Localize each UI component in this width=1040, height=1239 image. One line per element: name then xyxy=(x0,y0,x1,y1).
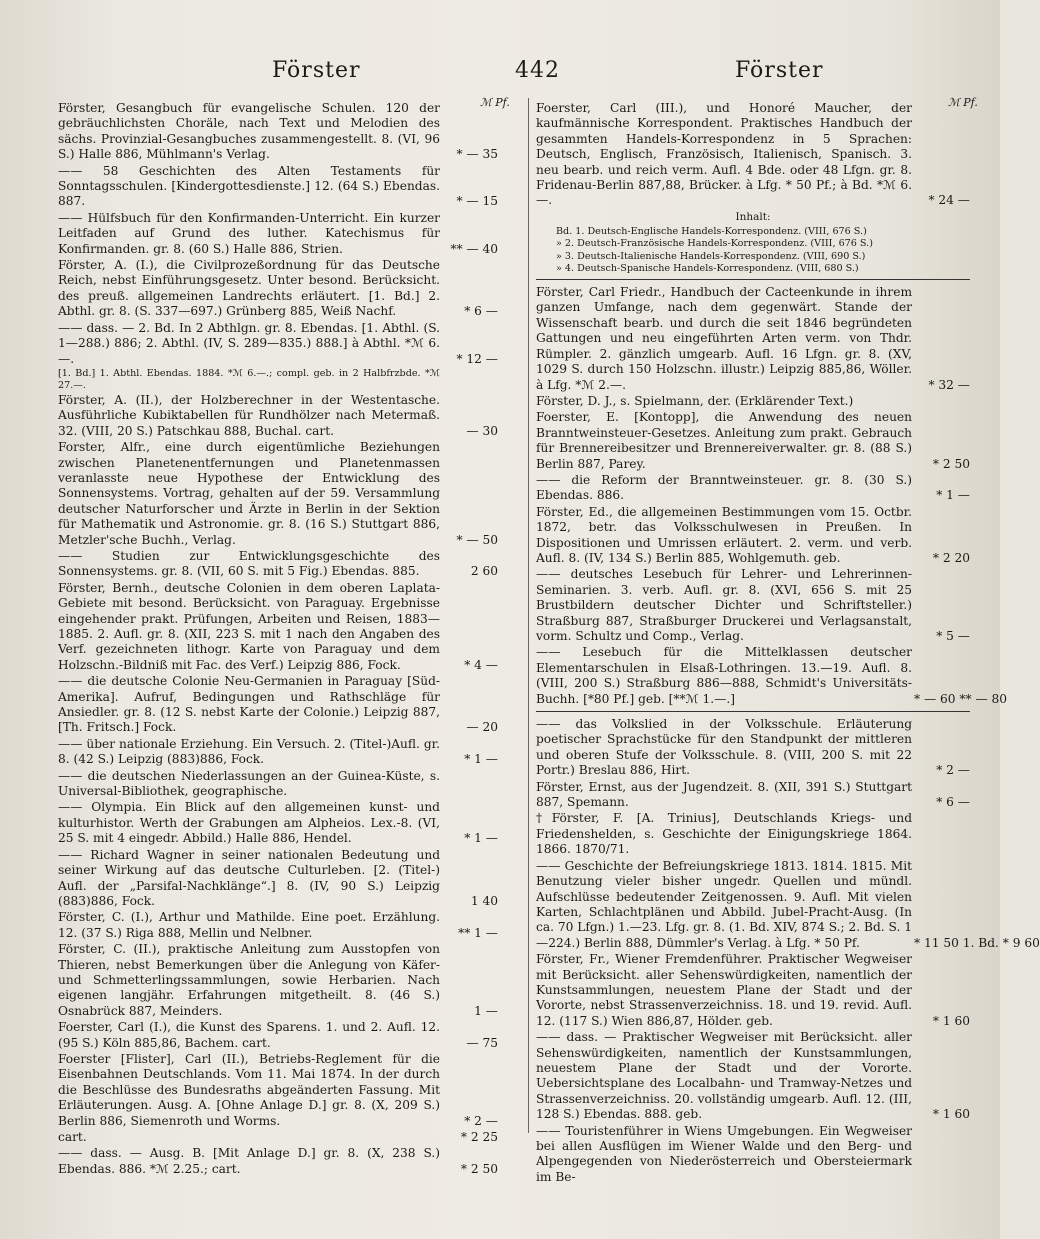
entry-price: * 4 — xyxy=(464,657,498,672)
entry-price: — 75 xyxy=(466,1035,498,1050)
entry-text: —— die Reform der Branntweinsteuer. gr. 8. (30 S.) Ebendas. 886. xyxy=(536,472,912,503)
entry-text: —— Hülfsbuch für den Konfirmanden-Unterricht. Ein kurzer Leitfaden auf Grund des luther. Katechismus für Konfirmanden. gr. 8. (60 S.) Halle 886, Strien. xyxy=(58,210,440,256)
entry-price: * 1 — xyxy=(936,488,970,503)
entry-price: * 2 50 xyxy=(932,456,970,471)
catalog-entry xyxy=(58,581,498,673)
catalog-entry xyxy=(58,321,498,367)
catalog-entry xyxy=(58,1052,498,1129)
entry-text: Förster, Ed., die allgemeinen Bestimmungen vom 15. Octbr. 1872, betr. das Volksschulwesen in Preußen. In Dispositionen und Umrissen erläutert. 2. verm. und verb. Aufl. 8. (IV, 134 S.) Berlin 885, Wohlgemuth. geb. xyxy=(536,504,912,565)
entry-text: Förster, C. (II.), praktische Anleitung zum Ausstopfen von Thieren, nebst Bemerkungen über die Anlegung von Käfer- und Schmetterlingssammlungen, sowie Herbarien. Nach eigenen langjähr. Erfahrungen mitgetheilt. 8. (46 S.) Osnabrück 887, Meinders. xyxy=(58,942,440,1018)
page-number: 442 xyxy=(515,58,560,83)
entry-text: Foerster, Carl (III.), und Honoré Maucher, der kaufmännische Korrespondent. Praktisches Handbuch der gesammten Handels-Korrespondenz in 5 Sprachen: Deutsch, Englisch, Französisch, Italienisch, Spanisch. 3. neu bearb. und reich verm. Aufl. 4 Bde. oder 48 Lfgn. gr. 8. Fridenau-Berlin 887,88, Brücker. à Lfg. * 50 Pf.; à Bd. *ℳ 6. —. xyxy=(536,101,912,208)
entry-text: —— dass. — Ausg. B. [Mit Anlage D.] gr. 8. (X, 238 S.) Ebendas. 886. *ℳ 2.25.; cart. xyxy=(58,1146,440,1176)
entry-price: * 2 — xyxy=(464,1113,498,1128)
entry-price: * 1 — xyxy=(464,752,498,767)
catalog-entry xyxy=(58,1130,498,1145)
catalog-entry xyxy=(58,674,498,736)
currency-label-right: ℳ Pf. xyxy=(948,96,978,109)
volume-item: » 3. Deutsch-Italienische Handels-Korrespondenz. (VIII, 690 S.) xyxy=(556,250,866,262)
entry-text: Förster, Ernst, aus der Jugendzeit. 8. (XII, 391 S.) Stuttgart 887, Spemann. xyxy=(536,779,912,810)
catalog-entry xyxy=(58,393,498,439)
entry-text: Foerster, E. [Kontopp], die Anwendung des neuen Branntweinsteuer-Gesetzes. Anleitung zum prakt. Gebrauch für Brennereibesitzer und Brennereiverwalter. gr. 8. (88 S.) Berlin 887, Parey. xyxy=(536,410,912,471)
section-rule xyxy=(536,711,970,712)
entry-text: —— dass. — Praktischer Wegweiser mit Berücksicht. aller Sehenswürdigkeiten, namentlich der Kunstsammlungen, neuestem Plane der Stadt und der Vororte. Uebersichtsplane des Localbahn- und Tramway-Netzes und Strassenverzeichniss. 20. vollständig umgearb. Aufl. 12. (III, 128 S.) Ebendas. 888. geb. xyxy=(536,1030,912,1122)
entry-price: * 2 — xyxy=(936,763,970,778)
entry-text: Förster, Gesangbuch für evangelische Schulen. 120 der gebräuchlichsten Choräle, nach Text und Melodien des sächs. Provinzial-Gesangbuches zusammengestellt. 8. (VI, 96 S.) Halle 886, Mühlmann's Verlag. xyxy=(58,101,440,162)
entry-text: —— Lesebuch für die Mittelklassen deutscher Elementarschulen in Elsaß-Lothringen. 13.—19. Aufl. 8. (VIII, 200 S.) Straßburg 886—888, Schmidt's Universitäts-Buchh. [*80 Pf.] geb. [**ℳ 1.—.] xyxy=(536,645,912,706)
entry-price: * — 35 xyxy=(456,147,498,162)
catalog-entry xyxy=(58,440,498,548)
entry-text: —— über nationale Erziehung. Ein Versuch. 2. (Titel-)Aufl. gr. 8. (42 S.) Leipzig (883)886, Fock. xyxy=(58,736,440,767)
catalog-entry xyxy=(536,645,1008,707)
entry-text: Forster, Alfr., eine durch eigentümliche Beziehungen zwischen Planetenentfernungen und Planetenmassen veranlasste neue Hypothese der Entwicklung des Sonnensystems. Vortrag, gehalten auf der 59. Versammlung deutscher Naturforscher und Ärzte in Berlin in der Sektion für Mathematik und Astronomie. gr. 8. (16 S.) Stuttgart 886, Metzler'sche Buchh., Verlag. xyxy=(58,440,440,547)
catalog-entry xyxy=(536,780,970,811)
entry-text: —— deutsches Lesebuch für Lehrer- und Lehrerinnen-Seminarien. 3. verb. Aufl. gr. 8. (XVI, 656 S. mit 25 Brustbildern deutscher Dichter und Schriftsteller.) Straßburg 887, Straßburger Druckerei und Verlagsanstalt, vorm. Schultz und Comp., Verlag. xyxy=(536,567,912,643)
catalog-entry xyxy=(536,505,970,567)
entry-text: Foerster [Flister], Carl (II.), Betriebs-Reglement für die Eisenbahnen Deutschlands. Vom 11. Mai 1874. In der durch die Beschlüsse des Bundesraths abgeänderten Fassung. Mit Erläuterungen. Ausg. A. [Ohne Anlage D.] gr. 8. (X, 209 S.) Berlin 886, Siemenroth und Worms. xyxy=(58,1051,440,1128)
catalog-entry xyxy=(58,848,498,910)
catalog-entry xyxy=(536,952,970,1029)
catalog-entry xyxy=(536,473,970,504)
entry-price: * 6 — xyxy=(936,795,970,810)
catalog-entry xyxy=(58,211,498,257)
entry-price: — 20 xyxy=(466,720,498,735)
catalog-entry xyxy=(536,394,970,409)
left-column xyxy=(58,101,498,1178)
entry-text: Förster, Bernh., deutsche Colonien in dem oberen Laplata-Gebiete mit besond. Berücksicht. von Paraguay. Ergebnisse eingehender prakt. Prüfungen, Arbeiten und Reisen, 1883—1885. 2. Aufl. gr. 8. (XII, 223 S. mit 1 nach den Angaben des Verf. gezeichneten lithogr. Karte von Paraguay und dem Holzschn.-Bildniß mit Fac. des Verf.) Leipzig 886, Fock. xyxy=(58,580,440,672)
catalog-entry xyxy=(58,942,498,1019)
catalog-entry xyxy=(536,717,970,779)
entry-text: Foerster, Carl (I.), die Kunst des Sparens. 1. und 2. Aufl. 12. (95 S.) Köln 885,86, Bachem. cart. xyxy=(58,1020,440,1050)
column-divider xyxy=(528,98,529,1133)
catalog-entry xyxy=(58,737,498,768)
entry-price: * 11 50 1. Bd. * 9 60 xyxy=(914,935,1040,950)
entry-text: —— Olympia. Ein Blick auf den allgemeinen kunst- und kulturhistor. Werth der Grabungen am Alpheios. Lex.-8. (VI, 25 S. mit 4 eingedr. Abbild.) Halle 886, Hendel. xyxy=(58,800,440,846)
volume-item: » 4. Deutsch-Spanische Handels-Korrespondenz. (VIII, 680 S.) xyxy=(556,262,859,274)
catalog-entry xyxy=(58,101,498,163)
entry-price: * 2 25 xyxy=(460,1130,498,1144)
entry-text: —— Richard Wagner in seiner nationalen Bedeutung und seiner Wirkung auf das deutsche Culturleben. [2. (Titel-) Aufl. der „Parsifal-Nachklänge“.] 8. (IV, 90 S.) Leipzig (883)886, Fock. xyxy=(58,847,440,908)
catalog-entry xyxy=(58,368,498,392)
catalog-entry xyxy=(536,567,970,644)
catalog-entry xyxy=(536,101,970,209)
entry-price: * 24 — xyxy=(928,193,970,208)
contents-label: Inhalt: xyxy=(735,210,771,223)
entry-price: 1 40 xyxy=(470,893,498,908)
entry-price: 2 60 xyxy=(470,564,498,579)
entry-price: * 1 — xyxy=(464,831,498,846)
entry-text: —— das Volkslied in der Volksschule. Erläuterung poetischer Sprachstücke für den Standpunkt der mittleren und oberen Stufe der Volksschule. 8. (VIII, 200 S. mit 22 Portr.) Breslau 886, Hirt. xyxy=(536,717,912,778)
entry-text: —— Studien zur Entwicklungsgeschichte des Sonnensystems. gr. 8. (VII, 60 S. mit 5 Fig.) Ebendas. 885. xyxy=(58,548,440,579)
catalog-entry xyxy=(58,769,498,800)
catalog-entry xyxy=(536,1030,970,1122)
entry-text: Förster, C. (I.), Arthur und Mathilde. Eine poet. Erzählung. 12. (37 S.) Riga 888, Mellin und Nelbner. xyxy=(58,910,440,940)
volume-item: » 2. Deutsch-Französische Handels-Korrespondenz. (VIII, 676 S.) xyxy=(556,238,873,250)
entry-price: * 2 20 xyxy=(932,550,970,565)
entry-price: * — 60 ** — 80 xyxy=(914,691,1008,706)
entry-text: Förster, A. (I.), die Civilprozeßordnung für das Deutsche Reich, nebst Einführungsgesetz. Unter besond. Berücksicht. des preuß. allgemeinen Landrechts erläutert. [1. Bd.] 2. Abthl. gr. 8. (S. 337—697.) Grünberg 885, Weiß Nachf. xyxy=(58,258,440,319)
entry-price: ** — 40 xyxy=(450,241,498,256)
entry-text: —— Geschichte der Befreiungskriege 1813. 1814. 1815. Mit Benutzung vieler bisher ungedr. Quellen und mündl. Aufschlüsse bedeutender Zeitgenossen. 9. Aufl. Mit vielen Karten, Schlachtplänen und Abbild. Jubel-Pracht-Ausg. (In ca. 70 Lfgn.) 1.—23. Lfg. gr. 8. (1. Bd. XIV, 874 S.; 2. Bd. S. 1—224.) Berlin 888, Dümmler's Verlag. à Lfg. * 50 Pf. xyxy=(536,858,912,950)
catalog-entry xyxy=(536,410,970,472)
entry-price: ** 1 — xyxy=(458,925,498,940)
entry-text: cart. xyxy=(58,1130,87,1144)
entry-price: * 12 — xyxy=(456,351,498,366)
entry-text: †Förster, F. [A. Trinius], Deutschlands Kriegs- und Friedenshelden, s. Geschichte der Einigungskriege 1864. 1866. 1870/71. xyxy=(536,811,912,857)
entry-text: —— 58 Geschichten des Alten Testaments für Sonntagsschulen. [Kindergottesdienste.] 12. (64 S.) Ebendas. 887. xyxy=(58,163,440,209)
entry-text: Förster, A. (II.), der Holzberechner in der Westentasche. Ausführliche Kubiktabellen für Rundhölzer nach Metermaß. 32. (VIII, 20 S.) Patschkau 888, Buchal. cart. xyxy=(58,392,440,438)
entry-text: —— Touristenführer in Wiens Umgebungen. Ein Wegweiser bei allen Ausflügen im Wiener Walde und den Berg- und Alpengegenden von Niederösterreich und Obersteiermark im Be- xyxy=(536,1123,912,1184)
section-rule xyxy=(536,279,970,280)
entry-price: * 5 — xyxy=(936,629,970,643)
catalog-entry xyxy=(58,258,498,320)
catalog-entry xyxy=(536,285,970,393)
catalog-entry xyxy=(536,1124,970,1186)
entry-text: Förster, Carl Friedr., Handbuch der Cacteenkunde in ihrem ganzen Umfange, nach dem gegenwärt. Stande der Wissenschaft bearb. und durch die seit 1846 begründeten Gattungen und neu eingeführten Arten verm. von Thdr. Rümpler. 2. gänzlich umgearb. Aufl. 16 Lfgn. gr. 8. (XV, 1029 S. durch 150 Holzschn. illustr.) Leipzig 885,86, Wöller. à Lfg. *ℳ 2.—. xyxy=(536,285,912,392)
entry-price: * 1 60 xyxy=(932,1013,970,1028)
entry-price: * 32 — xyxy=(928,377,970,392)
catalog-entry xyxy=(58,549,498,580)
catalog-entry xyxy=(58,1020,498,1051)
entry-text: [1. Bd.] 1. Abthl. Ebendas. 1884. *ℳ 6.—.; compl. geb. in 2 Halbfrzbde. *ℳ 27.—. xyxy=(58,367,440,391)
running-head-left: Förster xyxy=(272,58,361,83)
entry-price: — 30 xyxy=(466,423,498,438)
entry-price: * 1 60 xyxy=(932,1107,970,1122)
entry-price: * — 50 xyxy=(456,532,498,547)
entry-text: —— die deutsche Colonie Neu-Germanien in Paraguay [Süd-Amerika]. Aufruf, Bedingungen und Rathschläge für Ansiedler. gr. 8. (12 S. nebst Karte der Colonie.) Leipzig 887, [Th. Fritsch.] Fock. xyxy=(58,674,440,735)
volume-list xyxy=(536,226,970,275)
catalog-entry xyxy=(536,858,1040,951)
catalog-entry xyxy=(536,811,970,857)
catalog-entry xyxy=(58,800,498,846)
catalog-entry xyxy=(58,910,498,941)
entry-text: Förster, Fr., Wiener Fremdenführer. Praktischer Wegweiser mit Berücksicht. aller Sehenswürdigkeiten, namentlich der Kunstsammlungen, neuestem Plane der Stadt und der Vororte, nebst Strassenverzeichniss. 18. und 19. revid. Aufl. 12. (117 S.) Wien 886,87, Hölder. geb. xyxy=(536,952,912,1028)
running-head-right: Förster xyxy=(735,58,824,83)
volume-item: Bd. 1. Deutsch-Englische Handels-Korrespondenz. (VIII, 676 S.) xyxy=(556,226,867,238)
catalog-entry xyxy=(58,1146,498,1177)
entry-price: 1 — xyxy=(474,1003,498,1018)
currency-label-left: ℳ Pf. xyxy=(480,96,510,109)
entry-text: Förster, D. J., s. Spielmann, der. (Erklärender Text.) xyxy=(536,393,854,408)
catalog-entry xyxy=(58,164,498,210)
entry-text: —— dass. — 2. Bd. In 2 Abthlgn. gr. 8. Ebendas. [1. Abthl. (S. 1—288.) 886; 2. Abthl. (IV, S. 289—835.) 888.] à Abthl. *ℳ 6.—. xyxy=(58,320,440,366)
entry-text: —— die deutschen Niederlassungen an der Guinea-Küste, s. Universal-Bibliothek, geographische. xyxy=(58,768,440,799)
entry-price: * 2 50 xyxy=(460,1161,498,1176)
entry-price: * 6 — xyxy=(464,304,498,319)
entry-price: * — 15 xyxy=(456,194,498,209)
